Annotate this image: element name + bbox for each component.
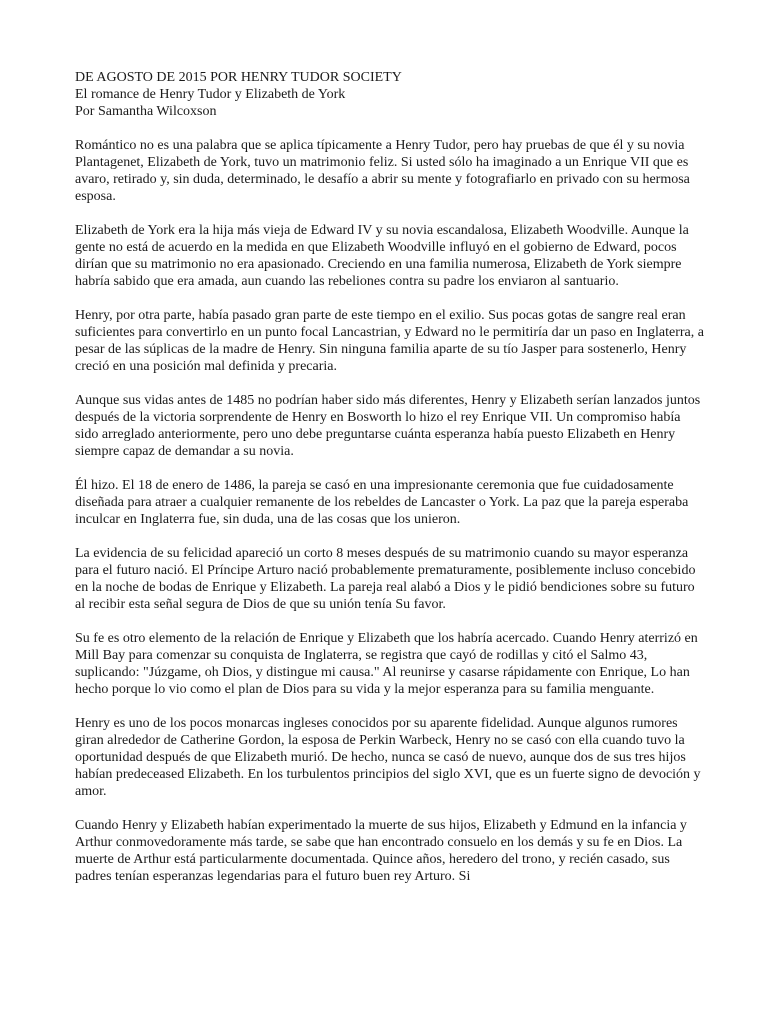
date-line: DE AGOSTO DE 2015 POR HENRY TUDOR SOCIETY xyxy=(75,70,402,85)
article-title: El romance de Henry Tudor y Elizabeth de York xyxy=(75,87,346,102)
paragraph: Henry es uno de los pocos monarcas ingleses conocidos por su aparente fidelidad. Aunque algunos rumores giran alrededor de Catherine Gordon, la esposa de Perkin Warbeck, Henry no se casó con ella cuando tuvo la oportunidad después de que Elizabeth murió. De hecho, nunca se casó de nuevo, aunque dos de sus tres hijos habían predeceased Elizabeth. En los turbulentos principios del siglo XVI, que es un fuerte signo de devoción y amor. xyxy=(75,716,701,799)
article-header xyxy=(75,69,705,120)
paragraph: Cuando Henry y Elizabeth habían experimentado la muerte de sus hijos, Elizabeth y Edmund en la infancia y Arthur conmovedoramente más tarde, se sabe que han encontrado consuelo en los demás y su fe en Dios. La muerte de Arthur está particularmente documentada. Quince años, heredero del trono, y recién casado, sus padres tenían esperanzas legendarias para el futuro buen rey Arturo. Si xyxy=(75,818,687,884)
paragraph: Romántico no es una palabra que se aplica típicamente a Henry Tudor, pero hay pruebas de que él y su novia Plantagenet, Elizabeth de York, tuvo un matrimonio feliz. Si usted sólo ha imaginado a un Enrique VII que es avaro, retirado y, sin duda, determinado, le desafío a abrir su mente y fotografiarlo en privado con su hermosa esposa. xyxy=(75,138,690,204)
document-body xyxy=(75,69,705,885)
paragraph: Su fe es otro elemento de la relación de Enrique y Elizabeth que los habría acercado. Cuando Henry aterrizó en Mill Bay para comenzar su conquista de Inglaterra, se registra que cayó de rodillas y citó el Salmo 43, suplicando: "Júzgame, oh Dios, y distingue mi causa." Al reunirse y casarse rápidamente con Enrique, Lo han hecho porque lo vio como el plan de Dios para su vida y la mejor esperanza para su familia menguante. xyxy=(75,631,698,697)
paragraph: Henry, por otra parte, había pasado gran parte de este tiempo en el exilio. Sus pocas gotas de sangre real eran suficientes para convertirlo en un punto focal Lancastrian, y Edward no le permitiría dar un paso en Inglaterra, a pesar de las súplicas de la madre de Henry. Sin ninguna familia aparte de su tío Jasper para sostenerlo, Henry creció en una posición mal definida y precaria. xyxy=(75,308,704,374)
paragraph: Él hizo. El 18 de enero de 1486, la pareja se casó en una impresionante ceremonia que fue cuidadosamente diseñada para atraer a cualquier remanente de los rebeldes de Lancaster o York. La paz que la pareja esperaba inculcar en Inglaterra fue, sin duda, una de las cosas que los unieron. xyxy=(75,478,689,527)
paragraph: Elizabeth de York era la hija más vieja de Edward IV y su novia escandalosa, Elizabeth Woodville. Aunque la gente no está de acuerdo en la medida en que Elizabeth Woodville influyó en el gobierno de Edward, pocos dirían que su matrimonio no era apasionado. Creciendo en una familia numerosa, Elizabeth de York siempre habría sabido que era amada, aun cuando las rebeliones contra su padre los enviaron al santuario. xyxy=(75,223,689,289)
article-author: Por Samantha Wilcoxson xyxy=(75,104,217,119)
paragraph: La evidencia de su felicidad apareció un corto 8 meses después de su matrimonio cuando su mayor esperanza para el futuro nació. El Príncipe Arturo nació probablemente prematuramente, posiblemente incluso concebido en la noche de bodas de Enrique y Elizabeth. La pareja real alabó a Dios y le pidió bendiciones sobre su futuro al recibir esta señal segura de Dios de que su unión tenía Su favor. xyxy=(75,546,696,612)
paragraph: Aunque sus vidas antes de 1485 no podrían haber sido más diferentes, Henry y Elizabeth serían lanzados juntos después de la victoria sorprendente de Henry en Bosworth lo hizo el rey Enrique VII. Un compromiso había sido arreglado anteriormente, pero uno debe preguntarse cuánta esperanza había puesto Elizabeth en Henry siempre capaz de demandar a su novia. xyxy=(75,393,701,459)
